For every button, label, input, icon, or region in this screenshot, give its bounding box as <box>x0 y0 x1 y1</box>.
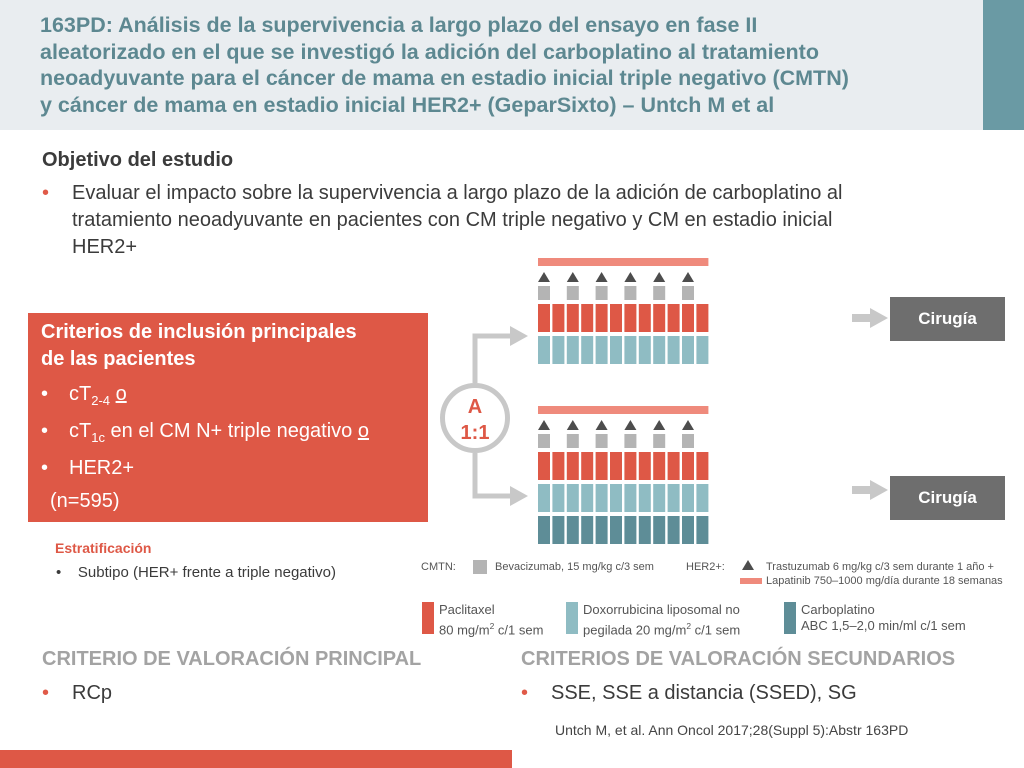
upper-arm-doxorubicin-block <box>552 336 564 364</box>
lower-arm-doxorubicin-block <box>682 484 694 512</box>
legend-doxorubicin-swatch <box>566 602 578 634</box>
randomization-circle <box>440 383 510 453</box>
legend-paclitaxel-text <box>439 602 543 638</box>
lower-arm-lapatinib-bar <box>538 406 708 414</box>
lower-arm-doxorubicin-block <box>624 484 636 512</box>
lower-arm-doxorubicin-block <box>567 484 579 512</box>
upper-arm-paclitaxel-block <box>552 304 564 332</box>
upper-arm-paclitaxel-block <box>610 304 622 332</box>
bullet-dot: • <box>42 682 50 704</box>
secondary-endpoints-heading: CRITERIOS DE VALORACIÓN SECUNDARIOS <box>521 648 956 670</box>
upper-arm-paclitaxel-block <box>567 304 579 332</box>
item2-text: en el CM N+ triple negativo <box>104 420 358 442</box>
upper-arm-doxorubicin-block <box>653 336 665 364</box>
legend-her2-label: HER2+: <box>686 561 725 573</box>
legend-bevacizumab-swatch <box>473 560 487 574</box>
objective-line-3: HER2+ <box>72 236 138 258</box>
lower-arm-trastuzumab-triangle <box>682 420 694 430</box>
title-line-1: 163PD: Análisis de la supervivencia a largo plazo del ensayo en fase II <box>40 13 758 37</box>
footer-bar <box>0 750 512 768</box>
surgery-box-upper: Cirugía <box>890 297 1005 341</box>
conj-o: o <box>115 383 127 405</box>
lower-arm-carboplatin-block <box>639 516 651 544</box>
upper-arm-trastuzumab-triangle <box>538 272 550 282</box>
upper-arm-bevacizumab-block <box>567 286 579 300</box>
upper-arm-bevacizumab-block <box>596 286 608 300</box>
ct-label: cT <box>69 383 92 405</box>
lower-arm-carboplatin-block <box>596 516 608 544</box>
inclusion-title-line-2: de las pacientes <box>41 348 196 370</box>
upper-arm-bevacizumab-block <box>653 286 665 300</box>
lower-arm-carboplatin-block <box>653 516 665 544</box>
to-surgery-arrowhead-lower <box>870 480 888 500</box>
upper-arm-doxorubicin-block <box>567 336 579 364</box>
title-line-4: y cáncer de mama en estadio inicial HER2+ (GeparSixto) – Untch M et al <box>40 92 775 117</box>
lower-arm-doxorubicin-block <box>639 484 651 512</box>
upper-arm-trastuzumab-triangle <box>624 272 636 282</box>
lower-arm-paclitaxel-block <box>653 452 665 480</box>
legend-lapatinib-bar <box>740 578 762 584</box>
lower-arm-doxorubicin-block <box>668 484 680 512</box>
inclusion-title-line-1: Criterios de inclusión principales <box>41 321 357 343</box>
her2-text: HER2+ <box>69 457 135 479</box>
ct-label: cT <box>69 420 92 442</box>
stratification-text: Subtipo (HER+ frente a triple negativo) <box>77 564 336 581</box>
surgery-box-lower: Cirugía <box>890 476 1005 520</box>
lower-arm-paclitaxel-block <box>581 452 593 480</box>
legend-trastuzumab-triangle <box>742 560 754 570</box>
upper-arm-paclitaxel-block <box>596 304 608 332</box>
bullet-dot: • <box>42 182 50 204</box>
lower-arm-carboplatin-block <box>567 516 579 544</box>
lower-arm-carboplatin-block <box>552 516 564 544</box>
lower-arm-carboplatin-block <box>696 516 708 544</box>
legend-carboplatin-text <box>801 602 966 634</box>
legend-bevacizumab-text: Bevacizumab, 15 mg/kg c/3 sem <box>495 561 654 573</box>
bullet-dot: • <box>521 682 529 704</box>
paclitaxel-sup: 2 <box>489 621 495 631</box>
lower-arm-carboplatin-block <box>668 516 680 544</box>
upper-arm-paclitaxel-block <box>668 304 680 332</box>
lower-arm-trastuzumab-triangle <box>567 420 579 430</box>
randomization-ratio: 1:1 <box>460 422 490 444</box>
lower-arm-doxorubicin-block <box>552 484 564 512</box>
upper-arm-bevacizumab-block <box>538 286 550 300</box>
upper-arm-bevacizumab-block <box>624 286 636 300</box>
paclitaxel-line-2: 80 mg/m <box>439 622 490 638</box>
lower-arm-bevacizumab-block <box>538 434 550 448</box>
title-line-3: neoadyuvante para el cáncer de mama en estadio inicial triple negativo (CMTN) <box>40 66 849 90</box>
conj-o: o <box>357 420 369 442</box>
upper-arm-trastuzumab-triangle <box>596 272 608 282</box>
upper-arm-paclitaxel-block <box>696 304 708 332</box>
stratification-heading: Estratificación <box>55 540 152 556</box>
upper-arm-doxorubicin-block <box>596 336 608 364</box>
legend-paclitaxel-swatch <box>422 602 434 634</box>
title-line-2: aleatorizado en el que se investigó la adición del carboplatino al tratamiento <box>40 39 819 64</box>
upper-arm-doxorubicin-block <box>639 336 651 364</box>
objective-heading: Objetivo del estudio <box>42 149 234 171</box>
upper-arm-lapatinib-bar <box>538 258 708 266</box>
upper-arm-trastuzumab-triangle <box>682 272 694 282</box>
legend-carboplatin-swatch <box>784 602 796 634</box>
legend-cmtn-label: CMTN: <box>421 561 456 573</box>
upper-arm-doxorubicin-block <box>624 336 636 364</box>
ct-sub: 1c <box>91 430 105 445</box>
lower-arm-paclitaxel-block <box>668 452 680 480</box>
to-surgery-arrowhead-upper <box>870 308 888 328</box>
doxo-line-2-end: c/1 sem <box>691 622 741 638</box>
upper-arm-doxorubicin-block <box>581 336 593 364</box>
doxo-sup: 2 <box>686 621 692 631</box>
lower-arm-trastuzumab-triangle <box>653 420 665 430</box>
bullet-dot: • <box>41 383 49 405</box>
legend-lapatinib-text: Lapatinib 750–1000 mg/día durante 18 semanas <box>766 575 1003 587</box>
upper-arm-doxorubicin-block <box>668 336 680 364</box>
upper-arm-paclitaxel-block <box>682 304 694 332</box>
lower-arm-carboplatin-block <box>538 516 550 544</box>
upper-arm-paclitaxel-block <box>538 304 550 332</box>
bullet-dot: • <box>41 420 49 442</box>
upper-branch-arrowhead <box>510 326 528 346</box>
primary-endpoint-text: RCp <box>72 682 113 704</box>
lower-arm-trastuzumab-triangle <box>596 420 608 430</box>
lower-arm-carboplatin-block <box>581 516 593 544</box>
lower-arm-paclitaxel-block <box>567 452 579 480</box>
lower-arm-doxorubicin-block <box>696 484 708 512</box>
lower-arm-doxorubicin-block <box>581 484 593 512</box>
lower-arm-paclitaxel-block <box>624 452 636 480</box>
lower-arm-bevacizumab-block <box>682 434 694 448</box>
lower-arm-bevacizumab-block <box>624 434 636 448</box>
upper-arm-doxorubicin-block <box>538 336 550 364</box>
lower-arm-doxorubicin-block <box>610 484 622 512</box>
upper-arm-paclitaxel-block <box>639 304 651 332</box>
objective-line-2: tratamiento neoadyuvante en pacientes con CM triple negativo y CM en estadio inicial <box>72 209 833 231</box>
stratification-item: • Subtipo (HER+ frente a triple negativo) <box>56 564 336 581</box>
secondary-endpoints-bullet <box>521 680 991 708</box>
primary-endpoint-heading: CRITERIO DE VALORACIÓN PRINCIPAL <box>42 648 422 670</box>
upper-arm-bevacizumab-block <box>682 286 694 300</box>
lower-arm-trastuzumab-triangle <box>538 420 550 430</box>
lower-arm-doxorubicin-block <box>538 484 550 512</box>
randomization-letter: A <box>467 396 483 418</box>
legend-trastuzumab-text: Trastuzumab 6 mg/kg c/3 sem durante 1 año + <box>766 561 994 573</box>
lower-arm-paclitaxel-block <box>682 452 694 480</box>
lower-arm-bevacizumab-block <box>653 434 665 448</box>
upper-branch-line <box>475 336 510 383</box>
sample-size: (n=595) <box>50 490 120 512</box>
upper-arm-trastuzumab-triangle <box>653 272 665 282</box>
ct-sub: 2-4 <box>91 393 111 408</box>
upper-arm-trastuzumab-triangle <box>567 272 579 282</box>
lower-arm-carboplatin-block <box>624 516 636 544</box>
paclitaxel-line-1: Paclitaxel <box>439 602 495 617</box>
lower-arm-paclitaxel-block <box>610 452 622 480</box>
lower-arm-doxorubicin-block <box>596 484 608 512</box>
lower-arm-paclitaxel-block <box>538 452 550 480</box>
upper-arm-paclitaxel-block <box>624 304 636 332</box>
lower-arm-bevacizumab-block <box>596 434 608 448</box>
paclitaxel-line-2-end: c/1 sem <box>494 622 544 638</box>
upper-arm-doxorubicin-block <box>610 336 622 364</box>
lower-arm-paclitaxel-block <box>596 452 608 480</box>
upper-arm-paclitaxel-block <box>581 304 593 332</box>
legend-doxorubicin-text <box>583 602 740 638</box>
primary-endpoint-bullet <box>42 680 342 708</box>
lower-arm-paclitaxel-block <box>552 452 564 480</box>
lower-arm-paclitaxel-block <box>639 452 651 480</box>
objective-line-1: Evaluar el impacto sobre la supervivencia a largo plazo de la adición de carboplatino al <box>72 182 843 204</box>
reference-citation: Untch M, et al. Ann Oncol 2017;28(Suppl 5):Abstr 163PD <box>555 722 909 738</box>
bullet-dot: • <box>41 457 49 479</box>
upper-arm-paclitaxel-block <box>653 304 665 332</box>
doxo-line-1: Doxorrubicina liposomal no <box>583 602 740 617</box>
lower-arm-paclitaxel-block <box>696 452 708 480</box>
lower-arm-trastuzumab-triangle <box>624 420 636 430</box>
carbo-line-1: Carboplatino <box>801 602 875 617</box>
lower-arm-bevacizumab-block <box>567 434 579 448</box>
carbo-line-2: ABC 1,5–2,0 min/ml c/1 sem <box>801 618 966 633</box>
lower-branch-line <box>475 453 510 496</box>
lower-arm-doxorubicin-block <box>653 484 665 512</box>
doxo-line-2: pegilada 20 mg/m <box>583 622 687 638</box>
lower-branch-arrowhead <box>510 486 528 506</box>
lower-arm-carboplatin-block <box>610 516 622 544</box>
upper-arm-doxorubicin-block <box>696 336 708 364</box>
upper-arm-doxorubicin-block <box>682 336 694 364</box>
secondary-endpoints-text: SSE, SSE a distancia (SSED), SG <box>551 682 857 704</box>
lower-arm-carboplatin-block <box>682 516 694 544</box>
treatment-arms <box>538 258 708 544</box>
